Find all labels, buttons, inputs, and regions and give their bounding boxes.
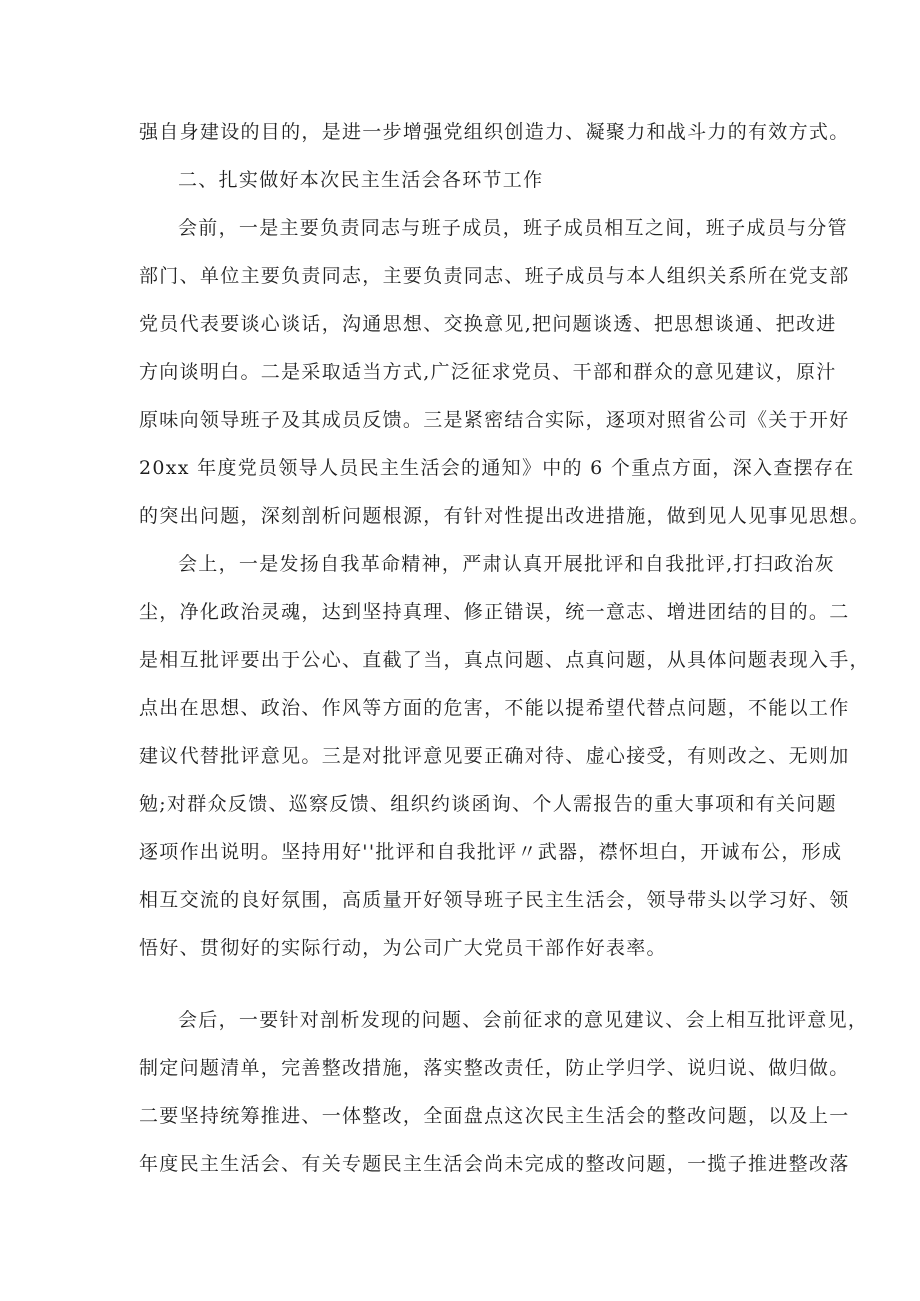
section-heading: 二、扎实做好本次民主生活会各环节工作 xyxy=(178,169,544,191)
text-line: 部门、单位主要负责同志，主要负责同志、班子成员与本人组织关系所在党支部 xyxy=(139,265,850,287)
text-line: 尘，净化政治灵魂，达到坚持真理、修正错误，统一意志、增进团结的目的。二 xyxy=(139,601,850,623)
text-line: 建议代替批评意见。三是对批评意见要正确对待、虚心接受，有则改之、无则加 xyxy=(139,745,850,767)
text-line: 点出在思想、政治、作风等方面的危害，不能以提希望代替点问题，不能以工作 xyxy=(139,697,850,719)
text-line: 的突出问题，深刻剖析问题根源，有针对性提出改进措施，做到见人见事见思想。 xyxy=(139,505,870,527)
text-line: 20xx 年度党员领导人员民主生活会的通知》中的 6 个重点方面，深入查摆存在 xyxy=(139,457,855,479)
text-line: 原味向领导班子及其成员反馈。三是紧密结合实际，逐项对照省公司《关于开好 xyxy=(139,409,850,431)
text-line: 悟好、贯彻好的实际行动，为公司广大党员干部作好表率。 xyxy=(139,937,667,959)
text-line: 相互交流的良好氛围，高质量开好领导班子民主生活会，领导带头以学习好、领 xyxy=(139,889,850,911)
text-line: 会上，一是发扬自我革命精神，严肃认真开展批评和自我批评,打扫政治灰 xyxy=(178,553,835,575)
text-line: 会前，一是主要负责同志与班子成员，班子成员相互之间，班子成员与分管 xyxy=(178,217,848,239)
text-line: 是相互批评要出于公心、直截了当，真点问题、点真问题，从具体问题表现入手， xyxy=(139,649,870,671)
text-line: 年度民主生活会、有关专题民主生活会尚未完成的整改问题，一揽子推进整改落 xyxy=(139,1153,850,1175)
text-line: 制定问题清单，完善整改措施，落实整改责任，防止学归学、说归说、做归做。 xyxy=(139,1057,850,1079)
text-line: 党员代表要谈心谈话，沟通思想、交换意见,把问题谈透、把思想谈通、把改进 xyxy=(139,313,837,335)
text-line: 二要坚持统筹推进、一体整改，全面盘点这次民主生活会的整改问题，以及上一 xyxy=(139,1105,850,1127)
text-line: 强自身建设的目的，是进一步增强党组织创造力、凝聚力和战斗力的有效方式。 xyxy=(139,121,850,143)
text-line: 方向谈明白。二是采取适当方式,广泛征求党员、干部和群众的意见建议，原汁 xyxy=(139,361,837,383)
text-line: 勉;对群众反馈、巡察反馈、组织约谈函询、个人需报告的重大事项和有关问题 xyxy=(139,793,837,815)
text-line: 会后，一要针对剖析发现的问题、会前征求的意见建议、会上相互批评意见， xyxy=(178,1009,869,1031)
text-line: 逐项作出说明。坚持用好''批评和自我批评〃武器，襟怀坦白，开诚布公，形成 xyxy=(139,841,843,863)
